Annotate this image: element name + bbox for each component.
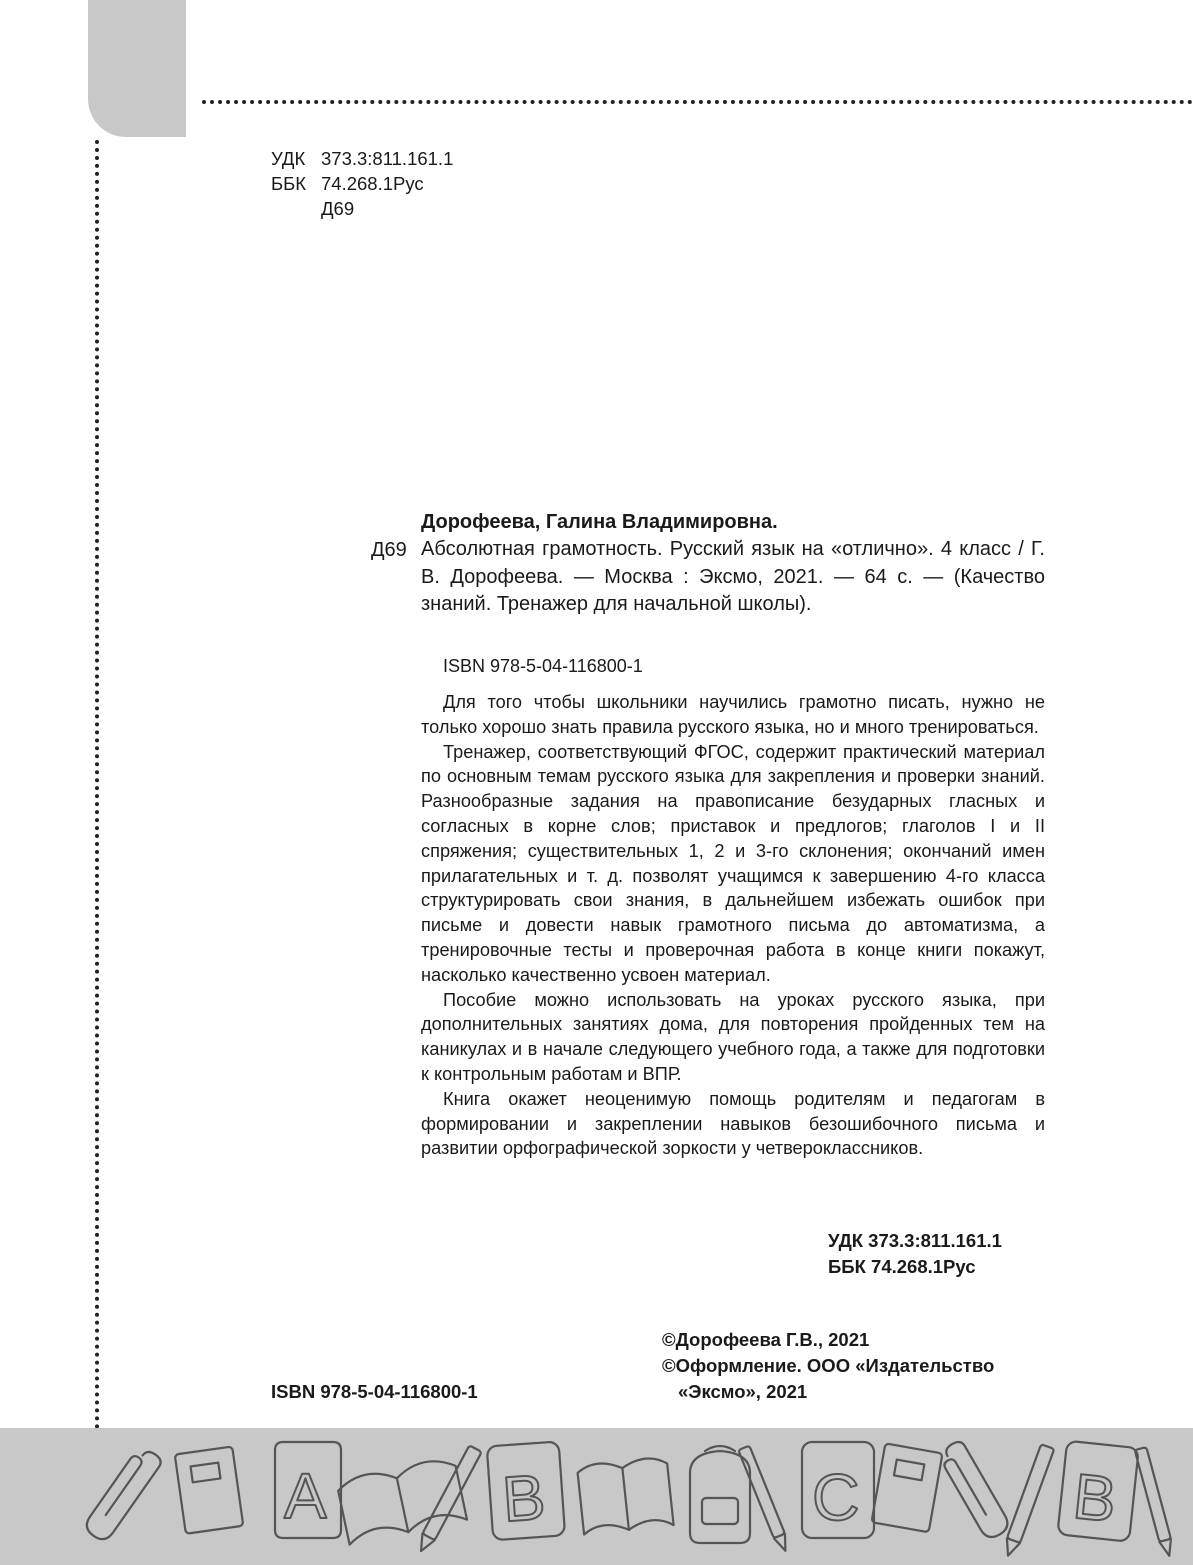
letter-c: C: [812, 1460, 860, 1534]
decorative-footer-band: [0, 1428, 1193, 1565]
notebook-icon-2: [872, 1443, 943, 1532]
backpack-icon: [690, 1446, 750, 1543]
classification-header: [271, 146, 453, 221]
annotation: [421, 690, 1045, 1161]
letter-b-tile-2: [1057, 1441, 1138, 1542]
school-doodles: [0, 1428, 1193, 1565]
paperclip-icon-2: [937, 1439, 1012, 1541]
book-icon: [577, 1456, 674, 1534]
annotation-paragraph-3: Пособие можно использовать на уроках русского языка, при дополнительных занятиях дома, для повторения пройденных тем на каникулах и в начале следующего учебного года, а также для подготовки к контрольным работам и ВПР.: [421, 989, 1045, 1084]
udk-row: [271, 146, 453, 171]
author-name: Дорофеева, Галина Владимировна.: [421, 511, 778, 533]
classification-codes: [828, 1228, 1002, 1280]
bbk-code: ББК 74.268.1Рус: [828, 1256, 976, 1277]
open-book-icon: [336, 1456, 467, 1545]
letter-a-tile: [275, 1442, 341, 1538]
entry-author-mark: Д69: [371, 539, 407, 561]
author-mark-row: [271, 196, 453, 221]
corner-tab: [88, 0, 186, 137]
annotation-paragraph-4: Книга окажет неоценимую помощь родителям и педагогам в формировании и закреплении навыков безошибочного письма и развитии орфографической зоркости у четвероклассников.: [421, 1088, 1045, 1159]
copyright-design: ©Оформление. ООО «Издательство: [662, 1355, 995, 1376]
annotation-paragraph-2: Тренажер, соответствующий ФГОС, содержит практический материал по основным темам русского языка для закрепления и проверки знаний. Разнообразные задания на правописание безударных гласных и согласных в корне слов; приставок и предлогов; глаголов I и II спряжения; существительных 1, 2 и 3-го склонения; окончаний имен прилагательных и т. д. позволят учащимся к завершению 4-го класса структурировать свои знания, в дальнейшем избежать ошибок при письме и довести навык грамотного письма до автоматизма, а тренировочные тесты и проверочная работа в конце книги покажут, насколько качественно усвоен материал.: [421, 741, 1045, 985]
bbk-value: 74.268.1Рус: [321, 173, 424, 194]
udk-code: УДК 373.3:811.161.1: [828, 1230, 1002, 1251]
footer-isbn: ISBN 978-5-04-116800-1: [271, 1381, 478, 1402]
copyright-publisher: «Эксмо», 2021: [678, 1381, 808, 1402]
udk-value: 373.3:811.161.1: [321, 148, 454, 169]
letter-a: A: [284, 1460, 327, 1532]
bibliographic-description: Абсолютная грамотность. Русский язык на «отлично». 4 класс / Г. В. Дорофеева. — Москва : Эксмо, 2021. — 64 с. — (Качество знаний. Тренажер для начальной школы).: [421, 538, 1045, 615]
notebook-icon: [175, 1446, 244, 1533]
pen-icon-2: [1135, 1447, 1175, 1557]
left-dotted-rule: [95, 140, 99, 1430]
copyright-block: [662, 1327, 994, 1405]
top-dotted-rule: [202, 100, 1193, 104]
letter-c-tile: [802, 1442, 874, 1538]
paperclip-icon: [82, 1444, 163, 1544]
copyright-author: ©Дорофеева Г.В., 2021: [662, 1329, 870, 1350]
letter-b: B: [499, 1460, 548, 1536]
letter-b-2: B: [1069, 1459, 1120, 1536]
author-mark: Д69: [321, 198, 355, 219]
letter-b-tile: [487, 1441, 565, 1540]
entry-isbn: ISBN 978-5-04-116800-1: [443, 656, 643, 676]
pencil-icon-2: [1001, 1444, 1054, 1558]
annotation-paragraph-1: Для того чтобы школьники научились грамотно писать, нужно не только хорошо знать правила русского языка, но и много тренироваться.: [421, 692, 1045, 737]
bbk-label: ББК: [271, 173, 307, 194]
bbk-row: [271, 171, 453, 196]
udk-label: УДК: [271, 148, 306, 169]
